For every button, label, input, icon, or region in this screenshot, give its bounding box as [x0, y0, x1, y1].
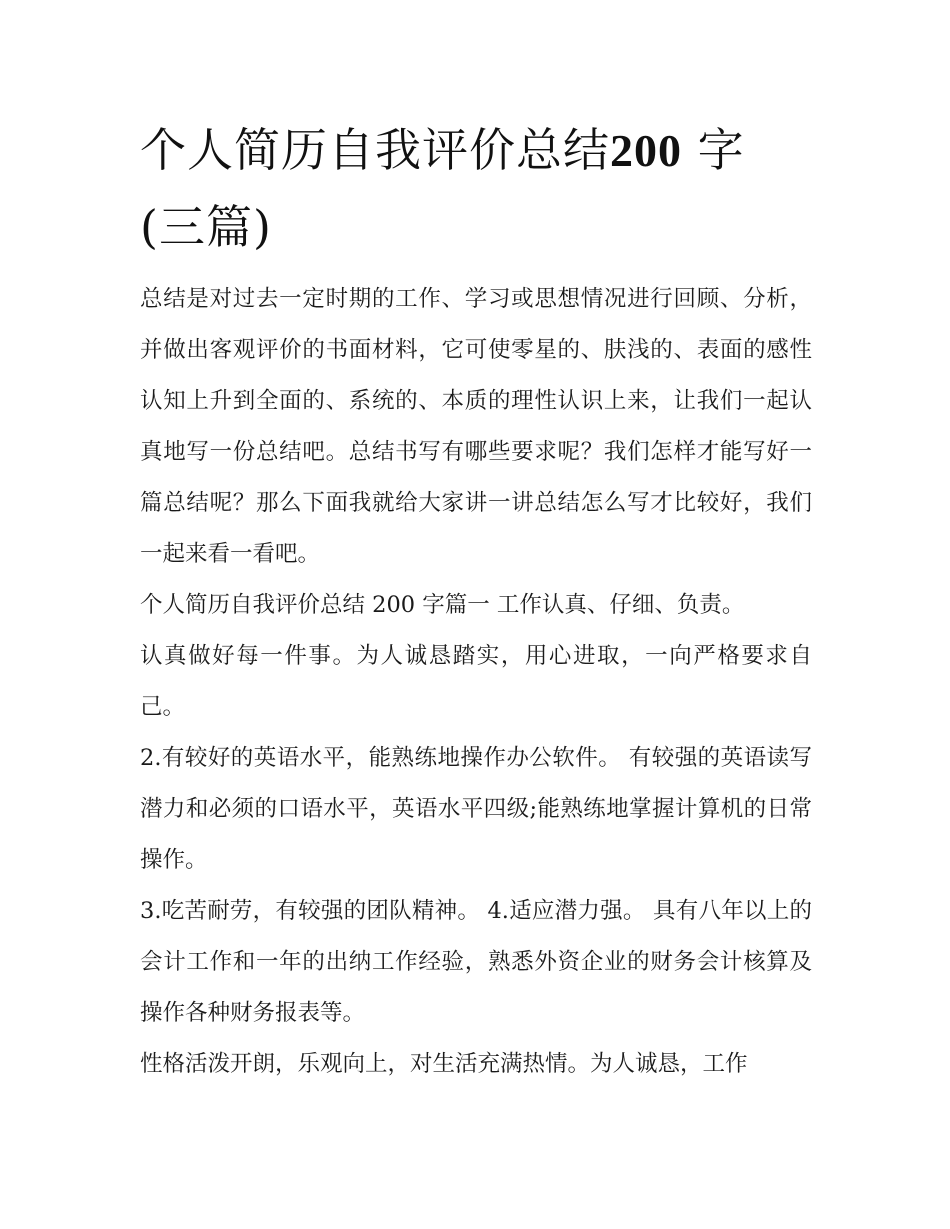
body-paragraph: 认真做好每一件事。为人诚恳踏实，用心进取，一向严格要求自己。	[140, 643, 812, 720]
body-paragraph: 性格活泼开朗，乐观向上，对生活充满热情。为人诚恳，工作	[140, 1051, 748, 1077]
section-heading-paragraph: 个人简历自我评价总结 200 字篇一 工作认真、仔细、负责。	[140, 592, 745, 618]
title-subtitle: (三篇)	[140, 200, 272, 254]
body-paragraph: 3.吃苦耐劳，有较强的团队精神。 4.适应潜力强。 具有八年以上的会计工作和一年的出纳工作经验，熟悉外资企业的财务会计核算及操作各种财务报表等。	[140, 898, 812, 1026]
title-main-text: 个人简历自我评价总结	[140, 123, 610, 177]
title-suffix: 字	[682, 123, 745, 177]
intro-paragraph: 总结是对过去一定时期的工作、学习或思想情况进行回顾、分析，并做出客观评价的书面材料，它可使零星的、肤浅的、表面的感性认知上升到全面的、系统的、本质的理性认识上来，让我们一起认真地写一份总结吧。总结书写有哪些要求呢？我们怎样才能写好一篇总结呢？那么下面我就给大家讲一讲总结怎么写才比较好，我们一起来看一看吧。	[140, 286, 812, 567]
document-title	[140, 112, 820, 265]
title-number: 200	[610, 125, 682, 176]
body-paragraph: 2.有较好的英语水平，能熟练地操作办公软件。 有较强的英语读写潜力和必须的口语水平，英语水平四级;能熟练地掌握计算机的日常操作。	[140, 745, 812, 873]
document-body	[140, 274, 812, 1090]
